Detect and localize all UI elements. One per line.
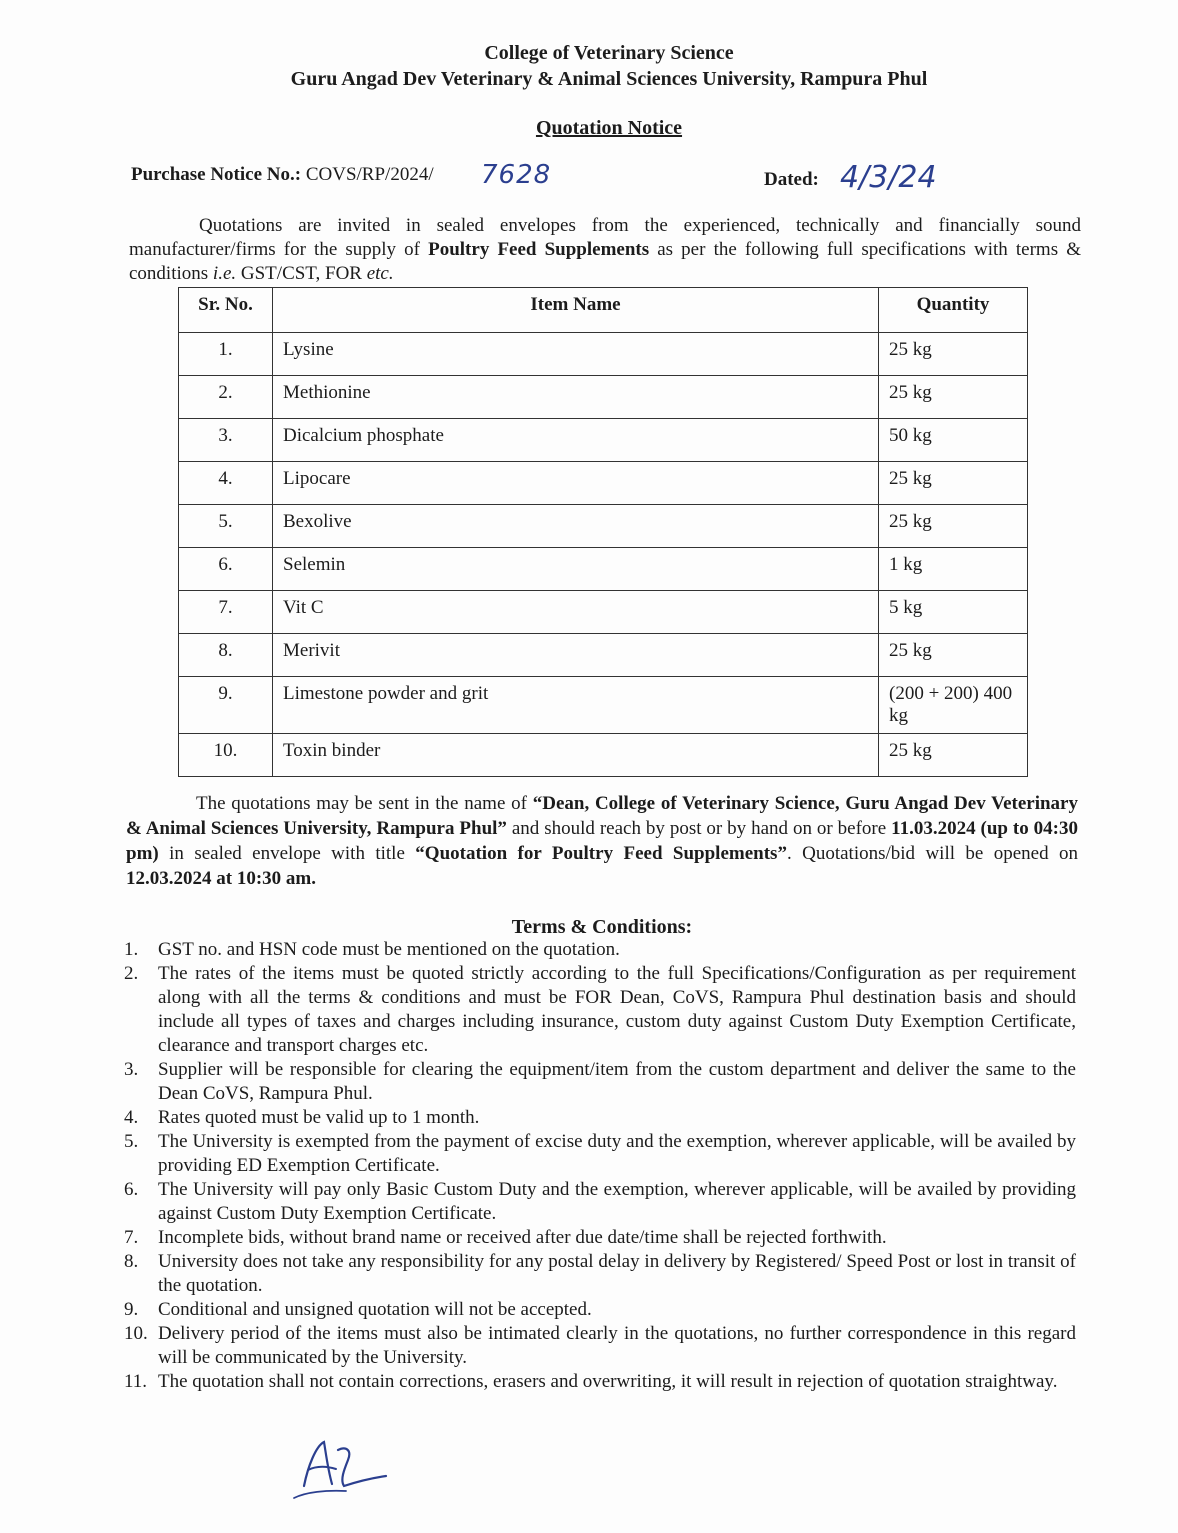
header-item-name: Item Name [273,288,879,333]
cell-qty: 1 kg [879,548,1028,591]
submission-opening-date: 12.03.2024 at 10:30 am. [126,868,316,889]
term-number: 2. [124,963,139,984]
dated-label: Dated: [764,169,819,190]
handwritten-date: 4/3/24 [840,160,937,195]
cell-sr: 4. [179,462,273,505]
cell-qty: 25 kg [879,505,1028,548]
term-text: Incomplete bids, without brand name or received after due date/time shall be rejected forthwith. [158,1227,887,1248]
cell-qty: 25 kg [879,462,1028,505]
list-item [124,962,1076,1058]
term-text: The rates of the items must be quoted strictly according to the full Specifications/Configuration as per requirement along with all the terms & conditions and must be FOR Dean, CoVS, Rampura Phul destination basis and should include all types of taxes and charges including insurance, custom duty against Custom Duty Exemption Certificate, clearance and transport charges etc. [158,963,1076,1056]
cell-item: Lipocare [273,462,879,505]
list-item [124,1178,1076,1226]
submission-deadline: 11.03.2024 (up to 04:30 pm) [126,818,1078,864]
cell-item: Merivit [273,634,879,677]
table-row [179,634,1028,677]
cell-sr: 8. [179,634,273,677]
cell-sr: 6. [179,548,273,591]
term-text: GST no. and HSN code must be mentioned on the quotation. [158,939,620,960]
intro-text-3: GST/CST, FOR [236,263,367,284]
cell-sr: 7. [179,591,273,634]
intro-text-2: as per the following full specifications with terms & conditions [129,239,1081,284]
notice-title-text: Quotation Notice [535,117,683,139]
cell-item: Dicalcium phosphate [273,419,879,462]
cell-sr: 10. [179,734,273,777]
cell-qty: 25 kg [879,734,1028,777]
term-text: Rates quoted must be valid up to 1 month. [158,1107,480,1128]
submission-envelope-title: “Quotation for Poultry Feed Supplements” [415,843,787,864]
purchase-notice-label: Purchase Notice No.: [131,164,302,185]
terms-title: Terms & Conditions: [511,916,693,938]
table-row [179,591,1028,634]
handwritten-notice-number: 7628 [481,160,552,190]
term-text: The University is exempted from the payment of excise duty and the exemption, wherever applicable, will be availed by providing ED Exemption Certificate. [158,1131,1076,1176]
cell-sr: 5. [179,505,273,548]
table-header-row [179,288,1028,333]
term-text: University does not take any responsibility for any postal delay in delivery by Registered/ Speed Post or lost in transit of the quotation. [158,1251,1076,1296]
list-item [124,1250,1076,1298]
table-row [179,548,1028,591]
list-item [124,1130,1076,1178]
submission-paragraph [126,791,1078,891]
term-number: 4. [124,1107,139,1128]
submission-text-2: and should reach by post or by hand on or before [506,818,892,839]
intro-item-bold: Poultry Feed Supplements [428,239,650,260]
term-text: The quotation shall not contain corrections, erasers and overwriting, it will result in rejection of quotation straightway. [158,1371,1058,1392]
term-number: 6. [124,1179,139,1200]
table-row [179,677,1028,734]
submission-text-1: The quotations may be sent in the name of [196,793,533,814]
cell-sr: 2. [179,376,273,419]
cell-item: Lysine [273,333,879,376]
cell-sr: 9. [179,677,273,734]
term-number: 3. [124,1059,139,1080]
list-item [124,1106,1076,1130]
term-number: 11. [124,1371,148,1392]
header-sr-no: Sr. No. [179,288,273,333]
table-row [179,505,1028,548]
terms-list [124,938,1076,1394]
list-item [124,938,1076,962]
table-row [179,419,1028,462]
cell-sr: 1. [179,333,273,376]
purchase-notice-prefix: COVS/RP/2024/ [305,164,434,185]
term-number: 1. [124,939,139,960]
cell-qty: 25 kg [879,376,1028,419]
cell-qty: 5 kg [879,591,1028,634]
term-text: Supplier will be responsible for clearing the equipment/item from the custom department and deliver the same to the Dean CoVS, Rampura Phul. [158,1059,1076,1104]
cell-item: Limestone powder and grit [273,677,879,734]
intro-text-1: Quotations are invited in sealed envelopes from the experienced, technically and financially sound manufacturer/firms for the supply of [129,215,1081,260]
cell-qty: 50 kg [879,419,1028,462]
list-item [124,1322,1076,1370]
intro-paragraph [129,214,1081,286]
table-row [179,333,1028,376]
submission-text-4: . Quotations/bid will be opened on [786,843,1079,864]
term-number: 5. [124,1131,139,1152]
university-name: Guru Angad Dev Veterinary & Animal Sciences University, Rampura Phul [290,68,928,90]
cell-item: Toxin binder [273,734,879,777]
table-row [179,734,1028,777]
table-row [179,376,1028,419]
term-number: 9. [124,1299,139,1320]
term-number: 8. [124,1251,139,1272]
items-table [178,287,1028,777]
term-number: 7. [124,1227,139,1248]
intro-ie: i.e. [212,263,237,284]
list-item [124,1058,1076,1106]
cell-qty: 25 kg [879,634,1028,677]
submission-addressee: “Dean, College of Veterinary Science, Guru Angad Dev Veterinary & Animal Sciences University, Rampura Phul” [126,793,1078,839]
intro-etc: etc. [366,263,394,284]
cell-item: Methionine [273,376,879,419]
purchase-notice-number [131,164,434,186]
table-row [179,462,1028,505]
submission-text-3: in sealed envelope with title [158,843,416,864]
term-text: Delivery period of the items must also be intimated clearly in the quotations, no further correspondence in this regard will be communicated by the University. [158,1323,1076,1368]
term-text: The University will pay only Basic Custom Duty and the exemption, wherever applicable, will be availed by providing against Custom Duty Exemption Certificate. [158,1179,1076,1224]
term-text: Conditional and unsigned quotation will not be accepted. [158,1299,592,1320]
college-name: College of Veterinary Science [484,42,734,64]
term-number: 10. [124,1323,148,1344]
cell-qty: 25 kg [879,333,1028,376]
cell-item: Vit C [273,591,879,634]
list-item [124,1298,1076,1322]
signature-icon [286,1436,396,1511]
cell-qty: (200 + 200) 400 kg [879,677,1028,734]
list-item [124,1370,1076,1394]
cell-item: Bexolive [273,505,879,548]
notice-title [20,117,1178,140]
header-quantity: Quantity [879,288,1028,333]
list-item [124,1226,1076,1250]
cell-item: Selemin [273,548,879,591]
cell-sr: 3. [179,419,273,462]
